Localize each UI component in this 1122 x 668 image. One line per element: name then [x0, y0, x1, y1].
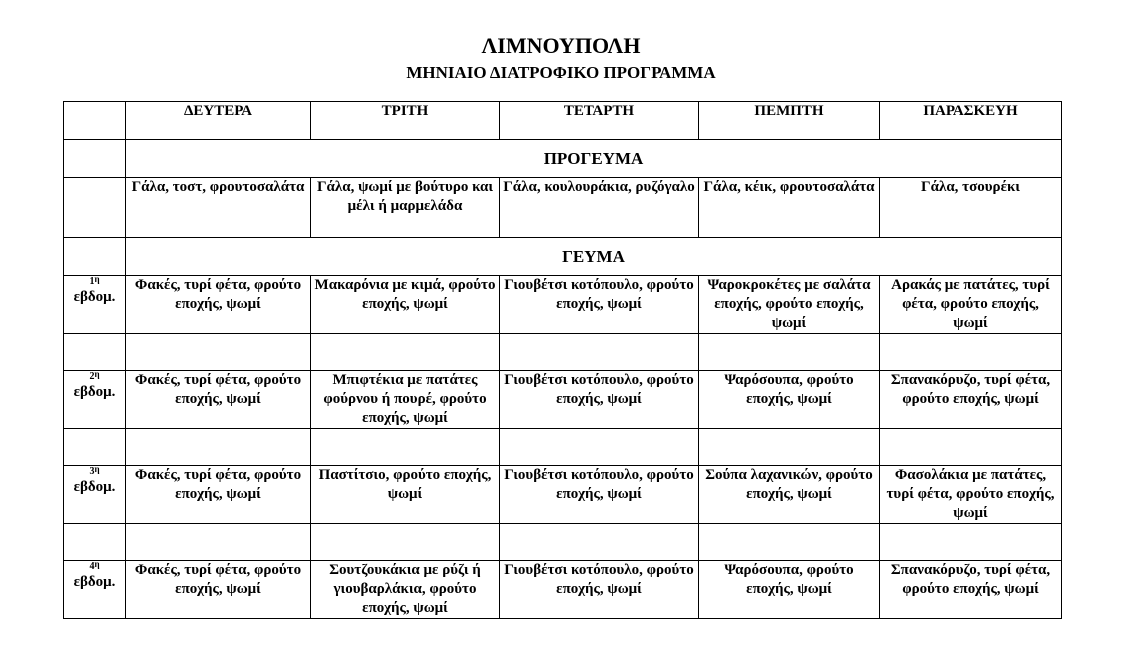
week-number: 4 [89, 561, 95, 572]
lunch-cell-w4-thursday: Ψαρόσουπα, φρούτο εποχής, ψωμί [699, 561, 880, 619]
spacer-row [64, 524, 1062, 561]
week-text: εβδομ. [73, 574, 116, 590]
lunch-cell-w4-tuesday: Σουτζουκάκια με ρύζι ή γιουβαρλάκια, φρούτο εποχής, ψωμί [311, 561, 500, 619]
week-label-4 [64, 561, 126, 619]
lunch-cell-w3-friday: Φασολάκια με πατάτες, τυρί φέτα, φρούτο εποχής, ψωμί [880, 466, 1062, 524]
empty-cell [500, 334, 699, 371]
empty-cell [880, 429, 1062, 466]
week-label-3 [64, 466, 126, 524]
lunch-cell-w3-wednesday: Γιουβέτσι κοτόπουλο, φρούτο εποχής, ψωμί [500, 466, 699, 524]
breakfast-section-label: ΠΡΟΓΕΥΜΑ [126, 140, 1062, 178]
lunch-cell-w1-tuesday: Μακαρόνια με κιμά, φρούτο εποχής, ψωμί [311, 276, 500, 334]
week-ordinal: η [94, 560, 100, 569]
week-ordinal: η [94, 465, 100, 474]
empty-cell [311, 334, 500, 371]
lunch-cell-w4-wednesday: Γιουβέτσι κοτόπουλο, φρούτο εποχής, ψωμί [500, 561, 699, 619]
lunch-cell-w2-wednesday: Γιουβέτσι κοτόπουλο, φρούτο εποχής, ψωμί [500, 371, 699, 429]
week-label-2 [64, 371, 126, 429]
day-header-thursday: ΠΕΜΠΤΗ [699, 102, 880, 140]
week-text: εβδομ. [73, 384, 116, 400]
document-title: ΛΙΜΝΟΥΠΟΛΗ [481, 33, 641, 58]
week-ordinal: η [94, 370, 100, 379]
lunch-cell-w4-monday: Φακές, τυρί φέτα, φρούτο εποχής, ψωμί [126, 561, 311, 619]
lunch-cell-w4-friday: Σπανακόρυζο, τυρί φέτα, φρούτο εποχής, ψωμί [880, 561, 1062, 619]
document-subtitle: ΜΗΝΙΑΙΟ ΔΙΑΤΡΟΦΙΚΟ ΠΡΟΓΡΑΜΜΑ [406, 63, 716, 82]
lunch-cell-w2-thursday: Ψαρόσουπα, φρούτο εποχής, ψωμί [699, 371, 880, 429]
empty-cell [880, 334, 1062, 371]
breakfast-section-row [64, 140, 1062, 178]
lunch-section-row [64, 238, 1062, 276]
empty-cell [64, 140, 126, 178]
week-row-2 [64, 371, 1062, 429]
week-label-1 [64, 276, 126, 334]
lunch-cell-w2-monday: Φακές, τυρί φέτα, φρούτο εποχής, ψωμί [126, 371, 311, 429]
spacer-row [64, 334, 1062, 371]
empty-cell [64, 238, 126, 276]
week-ordinal: η [94, 275, 100, 284]
empty-cell [699, 429, 880, 466]
lunch-cell-w3-thursday: Σούπα λαχανικών, φρούτο εποχής, ψωμί [699, 466, 880, 524]
lunch-cell-w1-thursday: Ψαροκροκέτες με σαλάτα εποχής, φρούτο εποχής, ψωμί [699, 276, 880, 334]
empty-cell [64, 429, 126, 466]
empty-cell [126, 334, 311, 371]
day-header-wednesday: ΤΕΤΑΡΤΗ [500, 102, 699, 140]
empty-cell [311, 429, 500, 466]
day-header-tuesday: ΤΡΙΤΗ [311, 102, 500, 140]
empty-cell [699, 334, 880, 371]
week-row-1 [64, 276, 1062, 334]
breakfast-cell-wednesday: Γάλα, κουλουράκια, ρυζόγαλο [500, 178, 699, 238]
week-text: εβδομ. [73, 289, 116, 305]
empty-cell [500, 524, 699, 561]
spacer-row [64, 429, 1062, 466]
breakfast-cell-monday: Γάλα, τοστ, φρουτοσαλάτα [126, 178, 311, 238]
week-text: εβδομ. [73, 479, 116, 495]
breakfast-cell-friday: Γάλα, τσουρέκι [880, 178, 1062, 238]
week-row-4 [64, 561, 1062, 619]
day-header-monday: ΔΕΥΤΕΡΑ [126, 102, 311, 140]
corner-cell [64, 102, 126, 140]
week-row-3 [64, 466, 1062, 524]
empty-cell [880, 524, 1062, 561]
lunch-cell-w2-friday: Σπανακόρυζο, τυρί φέτα, φρούτο εποχής, ψωμί [880, 371, 1062, 429]
breakfast-row [64, 178, 1062, 238]
empty-cell [64, 334, 126, 371]
lunch-cell-w1-wednesday: Γιουβέτσι κοτόπουλο, φρούτο εποχής, ψωμί [500, 276, 699, 334]
empty-cell [311, 524, 500, 561]
week-number: 2 [89, 371, 95, 382]
lunch-cell-w3-tuesday: Παστίτσιο, φρούτο εποχής, ψωμί [311, 466, 500, 524]
lunch-cell-w2-tuesday: Μπιφτέκια με πατάτες φούρνου ή πουρέ, φρούτο εποχής, ψωμί [311, 371, 500, 429]
lunch-cell-w1-monday: Φακές, τυρί φέτα, φρούτο εποχής, ψωμί [126, 276, 311, 334]
empty-cell [699, 524, 880, 561]
lunch-cell-w3-monday: Φακές, τυρί φέτα, φρούτο εποχής, ψωμί [126, 466, 311, 524]
week-number: 1 [89, 276, 95, 287]
empty-cell [126, 524, 311, 561]
empty-cell [126, 429, 311, 466]
lunch-cell-w1-friday: Αρακάς με πατάτες, τυρί φέτα, φρούτο εποχής, ψωμί [880, 276, 1062, 334]
breakfast-cell-tuesday: Γάλα, ψωμί με βούτυρο και μέλι ή μαρμελάδα [311, 178, 500, 238]
meal-schedule-table [63, 101, 1062, 619]
day-header-friday: ΠΑΡΑΣΚΕΥΗ [880, 102, 1062, 140]
breakfast-cell-thursday: Γάλα, κέικ, φρουτοσαλάτα [699, 178, 880, 238]
empty-cell [64, 178, 126, 238]
lunch-section-label: ΓΕΥΜΑ [126, 238, 1062, 276]
day-header-row [64, 102, 1062, 140]
week-number: 3 [89, 466, 95, 477]
empty-cell [64, 524, 126, 561]
empty-cell [500, 429, 699, 466]
